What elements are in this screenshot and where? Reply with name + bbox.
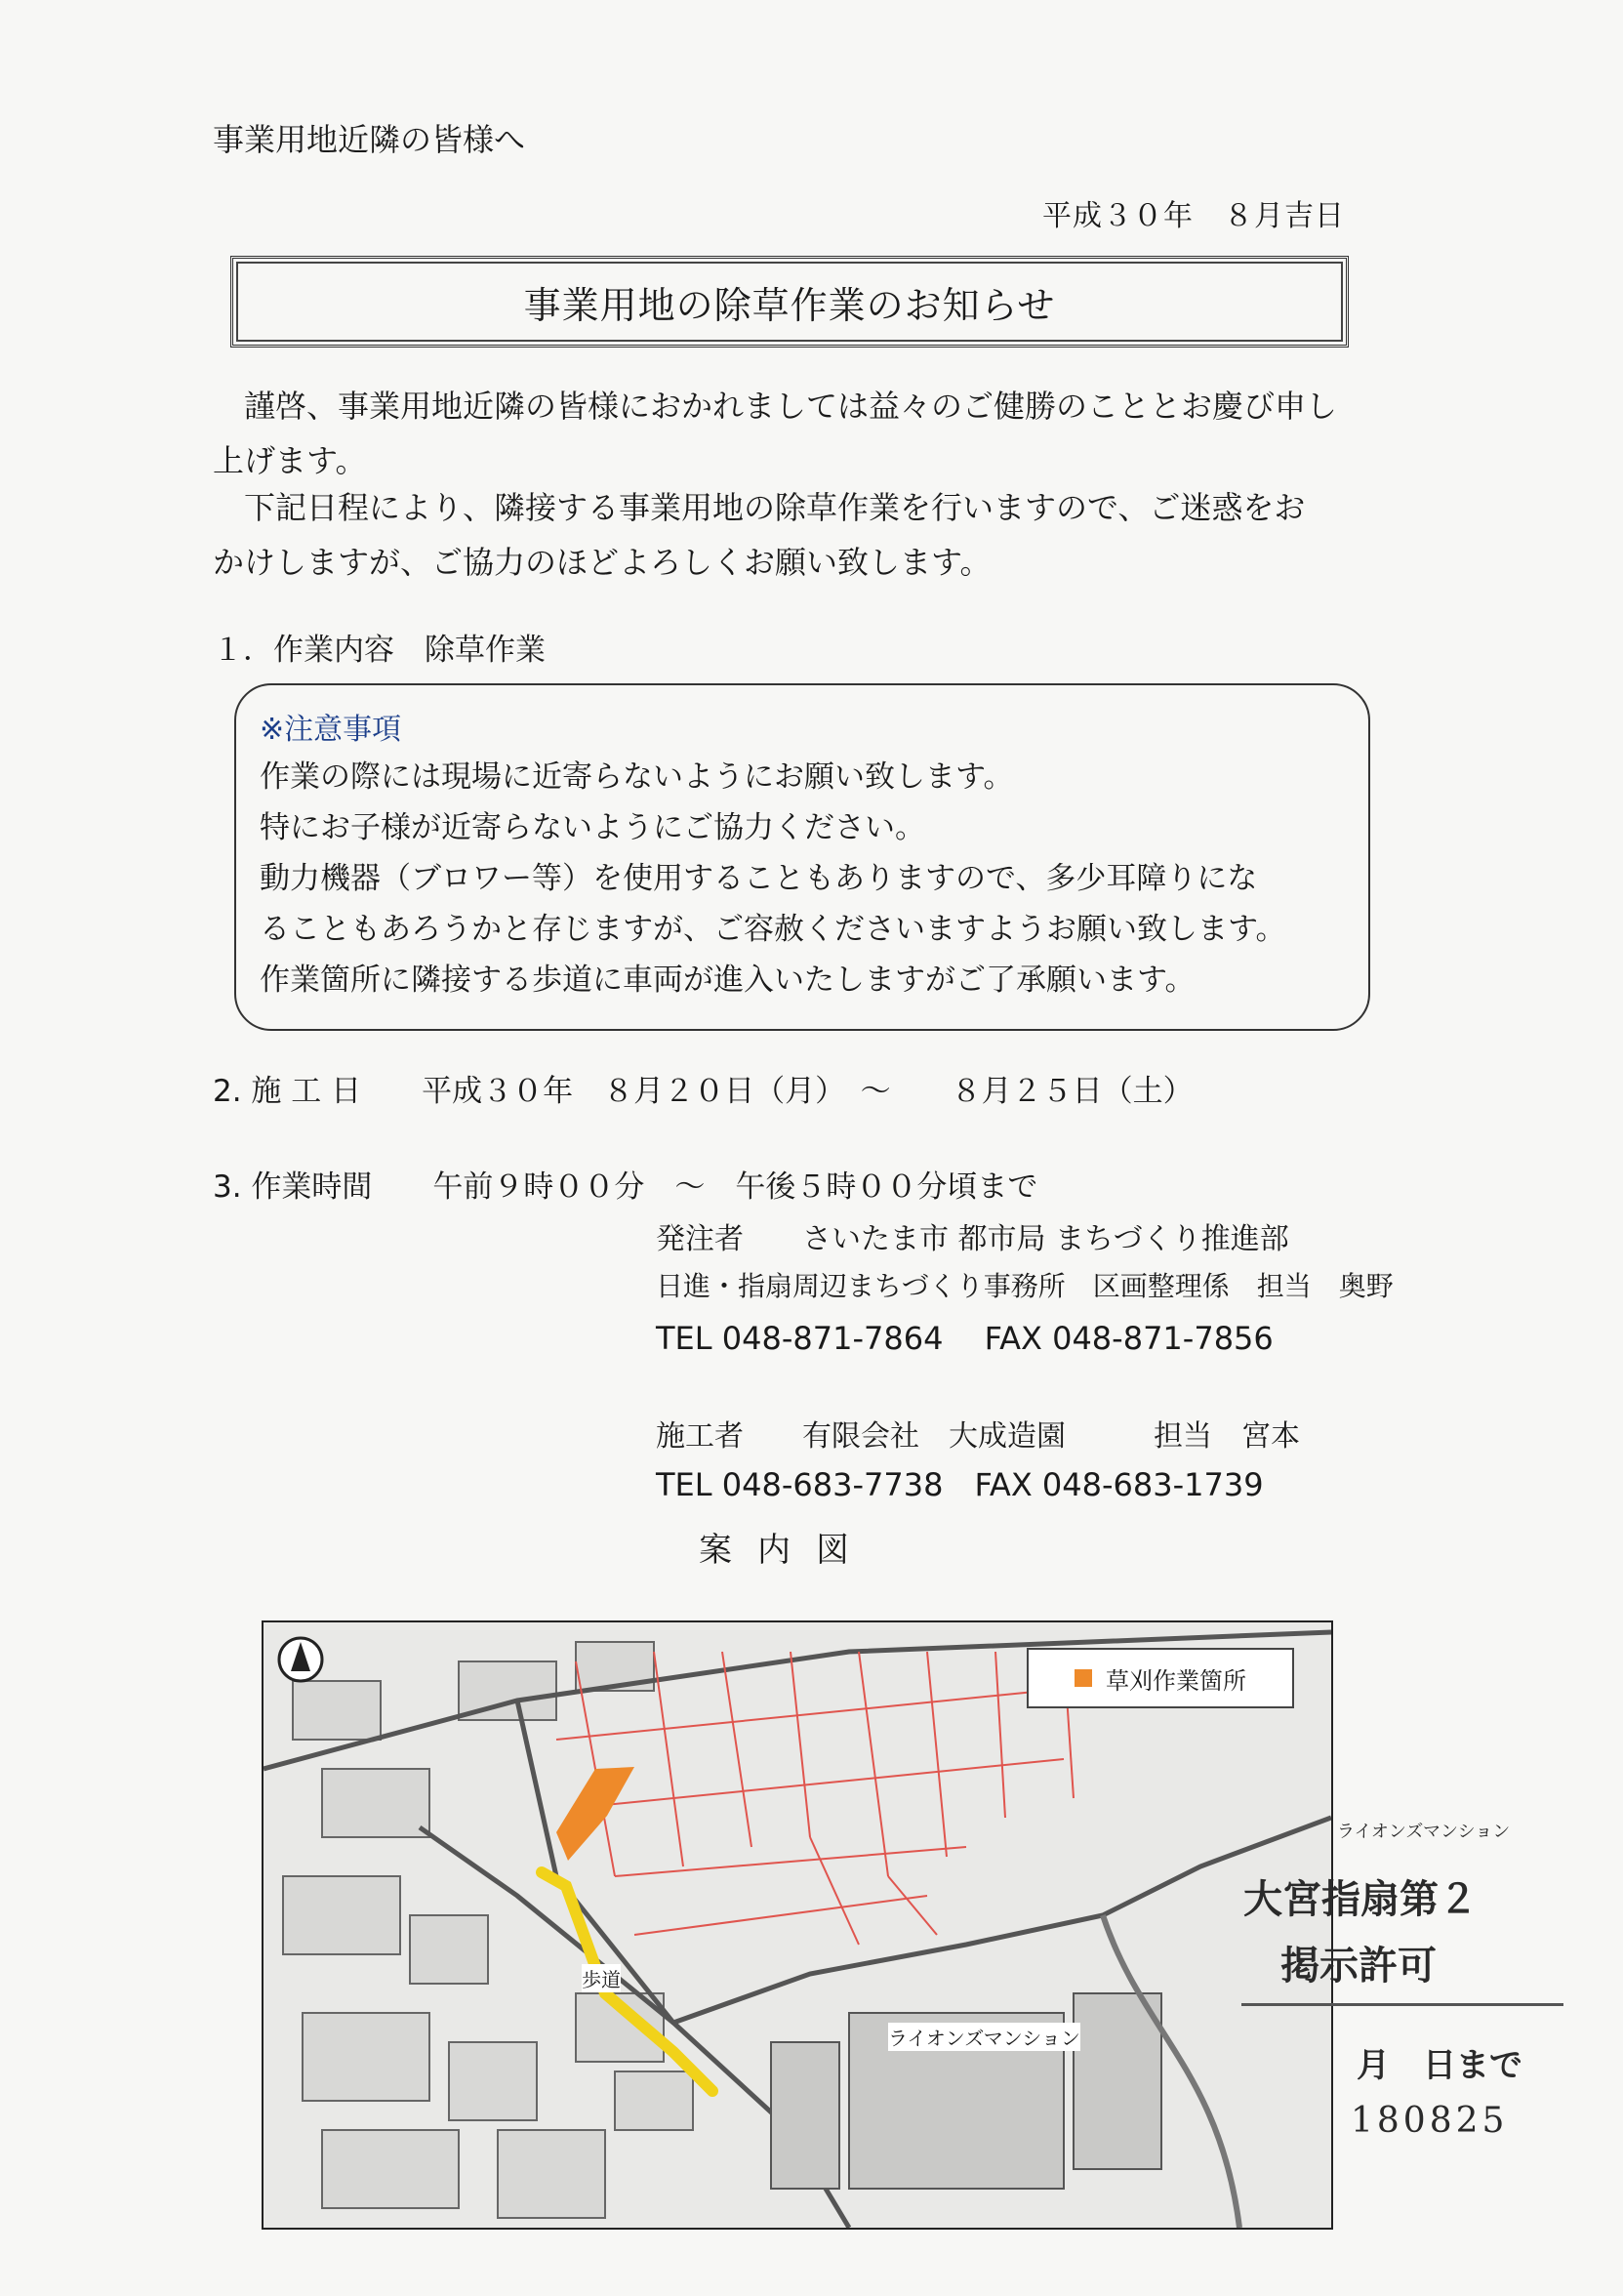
- legend-swatch: [1075, 1669, 1092, 1687]
- document-title: 事業用地の除草作業のお知らせ: [523, 283, 1056, 327]
- sidewalk-label: 歩道: [582, 1964, 621, 1992]
- orderer-line-2: 日進・指扇周辺まちづくり事務所 区画整理係 担当 奥野: [656, 1270, 1394, 1302]
- notice-line-2: 特にお子様が近寄らないようにご協力ください。: [260, 810, 925, 845]
- item-work-dates: 2. 施 工 日 平成３０年 ８月２０日（月） ～ ８月２５日（土）: [213, 1074, 1194, 1109]
- map-legend: [1027, 1648, 1294, 1708]
- notice-line-3: 動力機器（ブロワー等）を使用することもありますので、多少耳障りにな: [260, 861, 1258, 896]
- issue-date: 平成３０年 ８月吉日: [1042, 199, 1345, 233]
- contractor-phone: TEL 048-683-7738 FAX 048-683-1739: [656, 1466, 1264, 1503]
- map-drawing: [264, 1622, 1331, 2228]
- request-line-1: 下記日程により、隣接する事業用地の除草作業を行いますので、ご迷惑をお: [213, 489, 1306, 526]
- notice-line-1: 作業の際には現場に近寄らないようにお願い致します。: [260, 759, 1014, 795]
- addressee: 事業用地近隣の皆様へ: [213, 121, 526, 158]
- stamp-permit: 掲示許可: [1280, 1943, 1437, 1988]
- stamp-until: 月 日まで: [1357, 2046, 1522, 2085]
- work-area-marker: [556, 1767, 634, 1861]
- legend-label: 草刈作業箇所: [1106, 1666, 1246, 1695]
- orderer-phone: TEL 048-871-7864 FAX 048-871-7856: [656, 1320, 1274, 1357]
- orderer-line-1: 発注者 さいたま市 都市局 まちづくり推進部: [656, 1222, 1289, 1256]
- guide-map: [262, 1620, 1333, 2230]
- north-arrow-icon: [279, 1638, 322, 1681]
- stamp-date-code: 180825: [1351, 2101, 1509, 2141]
- map-title: 案内図: [699, 1531, 874, 1570]
- stamp-building-name: ライオンズマンション: [1337, 1822, 1511, 1842]
- request-paragraph: [213, 480, 1374, 590]
- notice-title: ※注意事項: [260, 713, 402, 747]
- stamp-divider: [1241, 2003, 1563, 2006]
- notice-line-5: 作業箇所に隣接する歩道に車両が進入いたしますがご了承願います。: [260, 963, 1196, 998]
- request-line-2: かけしますが、ご協力のほどよろしくお願い致します。: [213, 544, 992, 581]
- notice-line-4: ることもあろうかと存じますが、ご容赦くださいますようお願い致します。: [260, 912, 1286, 947]
- contractor-line-1: 施工者 有限会社 大成造園 担当 宮本: [656, 1419, 1300, 1454]
- title-box: [230, 256, 1349, 348]
- greeting-line-1: 謹啓、事業用地近隣の皆様におかれましては益々のご健勝のこととお慶び申し: [213, 388, 1338, 425]
- permit-stamp: [1241, 1818, 1563, 2169]
- stamp-district: 大宮指扇第２: [1243, 1876, 1478, 1922]
- item-work-content: １．作業内容 除草作業: [213, 633, 546, 668]
- greeting-paragraph: [213, 379, 1374, 488]
- greeting-line-2: 上げます。: [213, 442, 367, 479]
- item-work-hours: 3. 作業時間 午前９時００分 ～ 午後５時００分頃まで: [213, 1169, 1038, 1205]
- building-label: ライオンズマンション: [888, 2023, 1080, 2051]
